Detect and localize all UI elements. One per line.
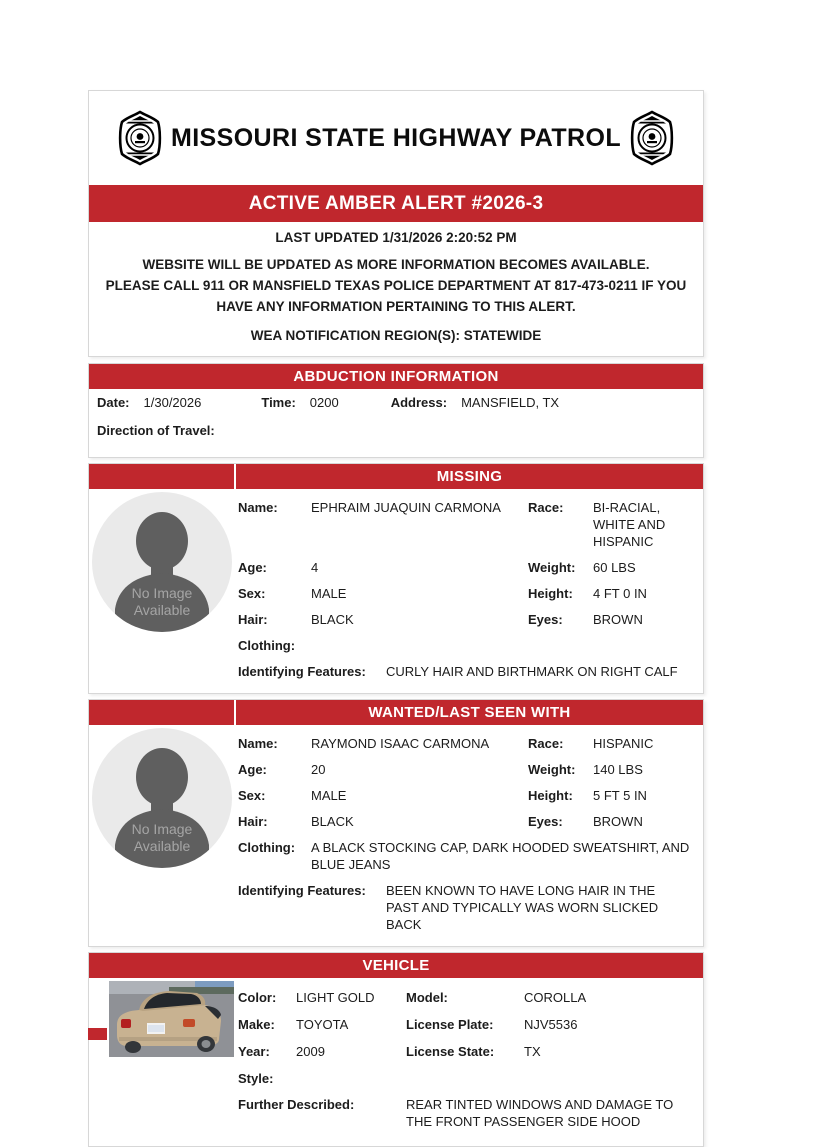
- field-value: HISPANIC: [593, 736, 654, 752]
- wanted-section: [88, 699, 704, 947]
- missing-section: [88, 463, 704, 694]
- clothing-value: A BLACK STOCKING CAP, DARK HOODED SWEATSHIRT, AND BLUE JEANS: [311, 839, 690, 872]
- active-alert-banner: ACTIVE AMBER ALERT #2026-3: [89, 185, 703, 222]
- clothing-label: Clothing:: [238, 839, 296, 855]
- field-value: BLACK: [311, 611, 354, 627]
- amber-alert-document: [88, 90, 704, 1147]
- vehicle-image: [109, 981, 234, 1057]
- svg-text:Available: Available: [133, 837, 190, 854]
- field-label: Sex:: [238, 788, 266, 804]
- mshp-badge-left-icon: [117, 110, 163, 166]
- wanted-photo: [89, 725, 234, 946]
- date-label: Date:: [97, 394, 130, 410]
- field-value: MALE: [311, 585, 347, 601]
- further-described-label: Further Described:: [238, 1097, 355, 1113]
- address-label: Address:: [390, 394, 448, 410]
- field-label: Hair:: [238, 611, 268, 627]
- vehicle-section: [88, 952, 704, 1147]
- field-label: Name:: [238, 736, 278, 752]
- field-label: License State:: [406, 1043, 495, 1059]
- field-value: NJV5536: [524, 1016, 578, 1032]
- masthead: [89, 91, 703, 185]
- identifying-features-label: Identifying Features:: [238, 663, 366, 679]
- field-value: TOYOTA: [296, 1016, 349, 1032]
- header-box: [88, 90, 704, 357]
- field-label: Color:: [238, 989, 277, 1005]
- time-value: 0200: [309, 394, 339, 410]
- field-value: 4 FT 0 IN: [593, 585, 647, 601]
- field-label: Model:: [406, 989, 448, 1005]
- style-label: Style:: [238, 1070, 274, 1086]
- address-value: MANSFIELD, TX: [461, 394, 560, 410]
- vehicle-photo: [89, 978, 234, 1146]
- field-label: Year:: [238, 1043, 270, 1059]
- field-value: RAYMOND ISAAC CARMONA: [311, 736, 490, 752]
- mshp-badge-right-icon: [629, 110, 675, 166]
- field-value: BI-RACIAL, WHITE AND HISPANIC: [593, 500, 666, 550]
- svg-text:No Image: No Image: [131, 820, 192, 837]
- wanted-details: [234, 725, 703, 946]
- field-label: Hair:: [238, 814, 268, 830]
- vehicle-details: [234, 978, 703, 1146]
- field-value: EPHRAIM JUAQUIN CARMONA: [311, 500, 501, 516]
- field-value: 20: [311, 762, 326, 778]
- field-label: Race:: [528, 736, 564, 752]
- next-section-banner-fragment: [88, 1028, 107, 1040]
- field-value: 140 LBS: [593, 762, 643, 778]
- further-described-value: REAR TINTED WINDOWS AND DAMAGE TO THE FRONT PASSENGER SIDE HOOD: [406, 1097, 674, 1130]
- page-title: MISSOURI STATE HIGHWAY PATROL: [170, 123, 622, 152]
- field-label: License Plate:: [406, 1016, 494, 1032]
- missing-photo: [89, 489, 234, 693]
- field-label: Make:: [238, 1016, 275, 1032]
- wea-region-text: WEA NOTIFICATION REGION(S): STATEWIDE: [250, 327, 542, 343]
- field-value: BROWN: [593, 814, 643, 830]
- field-label: Eyes:: [528, 814, 563, 830]
- wanted-banner-left: [89, 700, 234, 725]
- svg-text:No Image: No Image: [131, 584, 192, 601]
- abduction-header: ABDUCTION INFORMATION: [89, 364, 703, 389]
- field-value: 60 LBS: [593, 559, 636, 575]
- field-value: BLACK: [311, 814, 354, 830]
- identifying-features-value: CURLY HAIR AND BIRTHMARK ON RIGHT CALF: [386, 663, 678, 679]
- field-value: 4: [311, 559, 319, 575]
- field-value: MALE: [311, 788, 347, 804]
- last-updated-text: LAST UPDATED 1/31/2026 2:20:52 PM: [275, 230, 517, 245]
- identifying-features-value: BEEN KNOWN TO HAVE LONG HAIR IN THE PAST AND TYPICALLY WAS WORN SLICKED BACK: [386, 882, 659, 932]
- missing-banner-left: [89, 464, 234, 489]
- field-label: Height:: [528, 585, 573, 601]
- direction-label: Direction of Travel:: [97, 422, 215, 438]
- abduction-section: [88, 363, 704, 458]
- field-value: BROWN: [593, 611, 643, 627]
- identifying-features-label: Identifying Features:: [238, 882, 366, 898]
- missing-header: MISSING: [236, 464, 703, 489]
- field-label: Sex:: [238, 585, 266, 601]
- no-image-avatar-icon: [92, 491, 232, 633]
- field-label: Weight:: [528, 559, 576, 575]
- missing-details: [234, 489, 703, 693]
- abduction-details: [89, 389, 703, 457]
- field-label: Race:: [528, 500, 564, 516]
- svg-text:Available: Available: [133, 601, 190, 618]
- field-value: COROLLA: [524, 989, 587, 1005]
- field-value: LIGHT GOLD: [296, 989, 375, 1005]
- field-label: Eyes:: [528, 611, 563, 627]
- field-value: TX: [524, 1043, 541, 1059]
- notice-line-1: WEBSITE WILL BE UPDATED AS MORE INFORMATION BECOMES AVAILABLE.: [142, 257, 650, 272]
- field-label: Age:: [238, 559, 267, 575]
- alert-notices: [89, 222, 703, 356]
- field-label: Height:: [528, 788, 573, 804]
- wanted-header: WANTED/LAST SEEN WITH: [236, 700, 703, 725]
- field-value: 2009: [296, 1043, 325, 1059]
- vehicle-header: VEHICLE: [89, 953, 703, 978]
- field-value: 5 FT 5 IN: [593, 788, 647, 804]
- clothing-label: Clothing:: [238, 637, 296, 653]
- notice-line-2: PLEASE CALL 911 OR MANSFIELD TEXAS POLICE DEPARTMENT AT 817-473-0211 IF YOU HAVE ANY INFORMATION PERTAINING TO THIS ALERT.: [105, 277, 687, 314]
- field-label: Name:: [238, 500, 278, 516]
- time-label: Time:: [261, 394, 296, 410]
- date-value: 1/30/2026: [143, 394, 202, 410]
- field-label: Weight:: [528, 762, 576, 778]
- no-image-avatar-icon: [92, 727, 232, 869]
- field-label: Age:: [238, 762, 267, 778]
